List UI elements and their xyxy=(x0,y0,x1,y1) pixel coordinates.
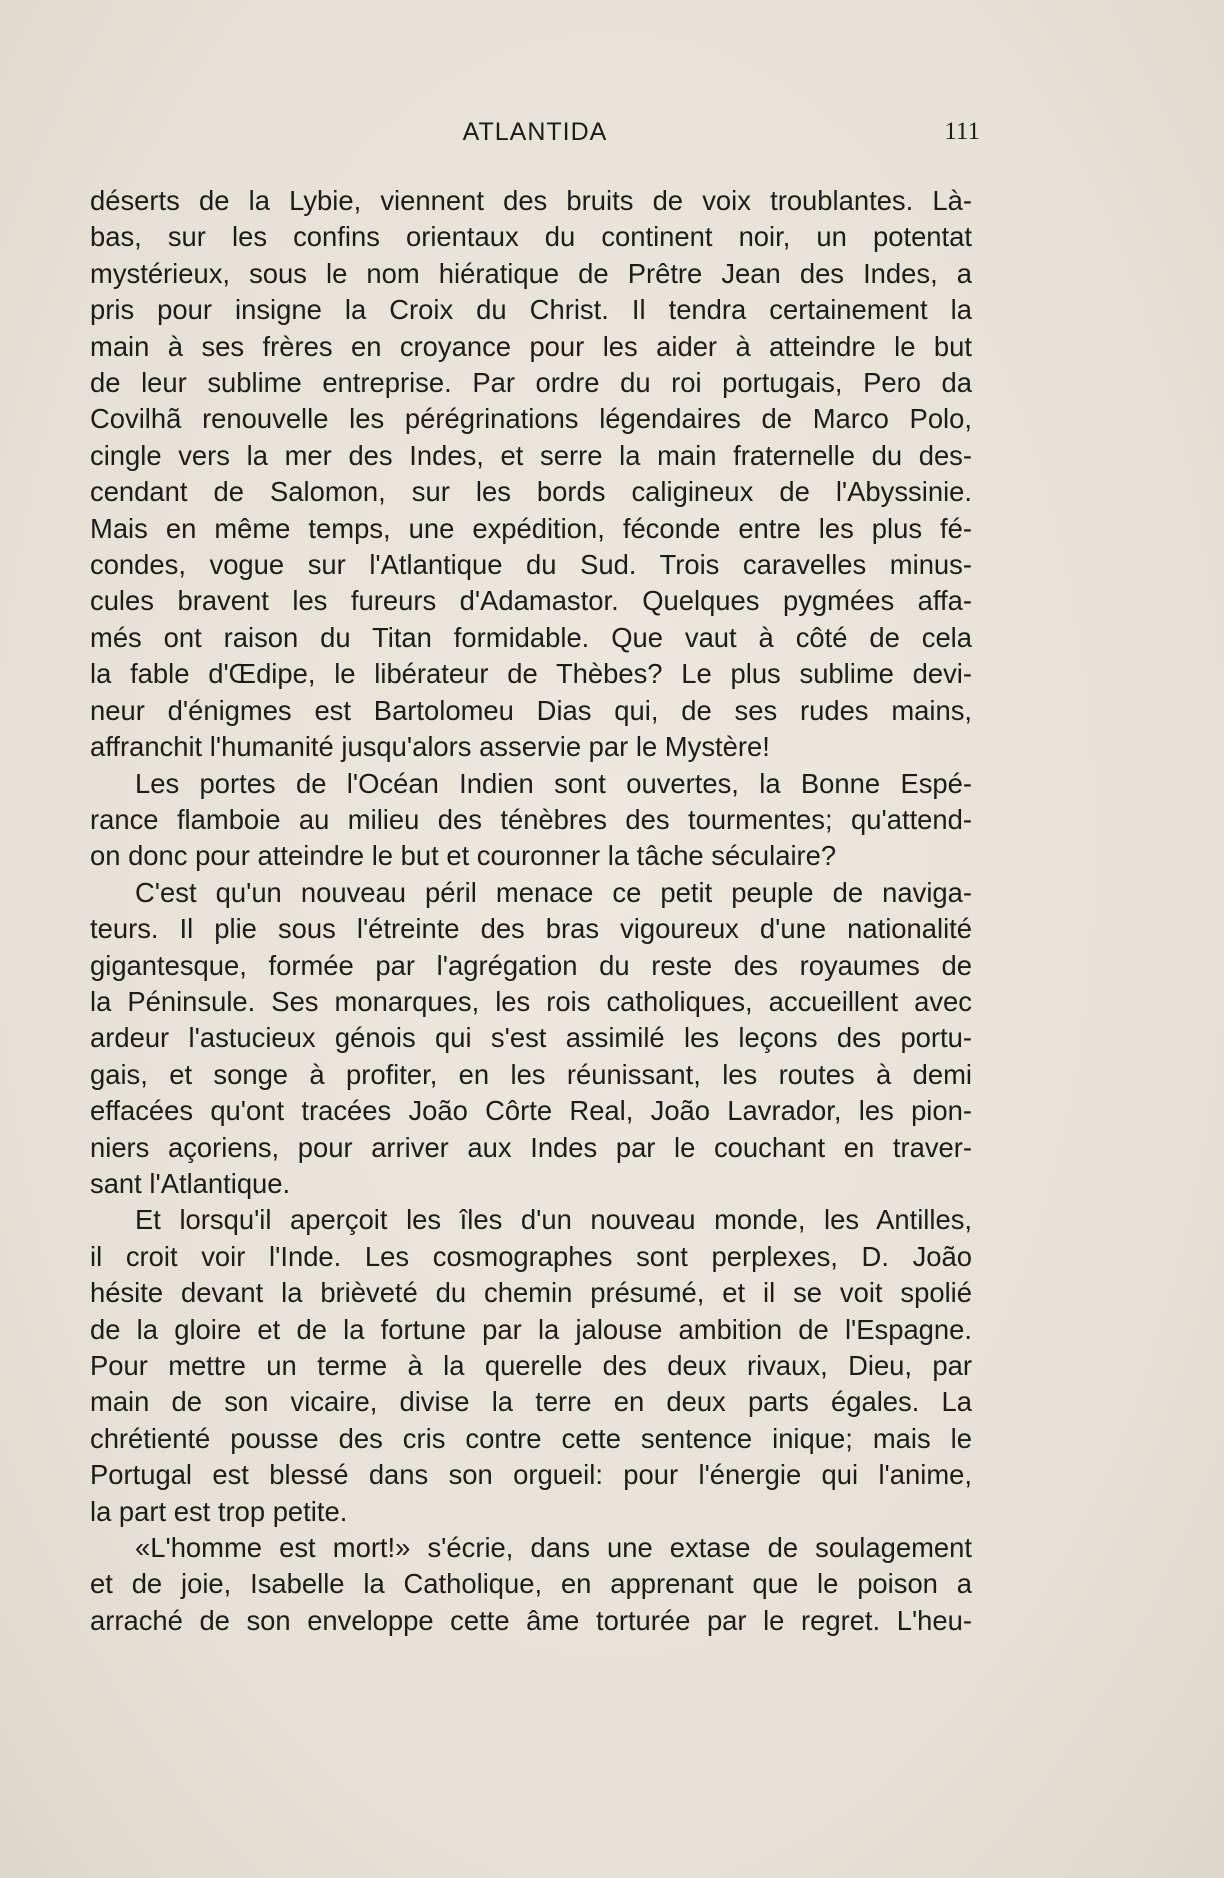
text-line: la Péninsule. Ses monarques, les rois catholiques, accueillent avec xyxy=(90,985,972,1017)
text-line: Pour mettre un terme à la querelle des deux rivaux, Dieu, par xyxy=(90,1350,972,1381)
text-line: Portugal est blessé dans son orgueil: pour l'énergie qui l'anime, xyxy=(90,1459,972,1491)
text-line: «L'homme est mort!» s'écrie, dans une extase de soulagement xyxy=(135,1532,972,1564)
text-line: affranchit l'humanité jusqu'alors asservie par le Mystère! xyxy=(90,731,770,763)
text-line: més ont raison du Titan formidable. Que vaut à côté de cela xyxy=(90,621,972,653)
text-line: bas, sur les confins orientaux du continent noir, un potentat xyxy=(90,221,972,253)
text-line: C'est qu'un nouveau péril menace ce petit peuple de naviga- xyxy=(135,876,972,908)
text-line: il croit voir l'Inde. Les cosmographes sont perplexes, D. João xyxy=(90,1240,972,1272)
text-line: condes, vogue sur l'Atlantique du Sud. Trois caravelles minus- xyxy=(90,549,972,581)
text-line: main de son vicaire, divise la terre en deux parts égales. La xyxy=(90,1386,972,1418)
text-line: effacées qu'ont tracées João Côrte Real, João Lavrador, les pion- xyxy=(90,1095,972,1127)
text-line: sant l'Atlantique. xyxy=(90,1167,291,1199)
text-line: de la gloire et de la fortune par la jalouse ambition de l'Espagne. xyxy=(90,1313,972,1345)
text-line: Mais en même temps, une expédition, féconde entre les plus fé- xyxy=(90,512,972,544)
text-line: teurs. Il plie sous l'étreinte des bras vigoureux d'une nationalité xyxy=(90,913,972,945)
text-line: de leur sublime entreprise. Par ordre du roi portugais, Pero da xyxy=(90,367,972,399)
text-line: Les portes de l'Océan Indien sont ouvertes, la Bonne Espé- xyxy=(135,767,972,799)
page-number: 111 xyxy=(944,118,980,145)
text-line: la fable d'Œdipe, le libérateur de Thèbes? Le plus sublime devi- xyxy=(90,658,972,690)
text-line: ardeur l'astucieux génois qui s'est assimilé les leçons des portu- xyxy=(90,1022,972,1054)
running-title: ATLANTIDA xyxy=(462,118,608,146)
text-line: cendant de Salomon, sur les bords caligineux de l'Abyssinie. xyxy=(90,476,972,508)
text-line: on donc pour atteindre le but et couronner la tâche séculaire? xyxy=(90,840,837,872)
text-line: gigantesque, formée par l'agrégation du reste des royaumes de xyxy=(90,949,972,981)
text-line: Covilhã renouvelle les pérégrinations légendaires de Marco Polo, xyxy=(90,403,972,435)
text-line: déserts de la Lybie, viennent des bruits de voix troublantes. Là- xyxy=(90,185,972,216)
text-line: arraché de son enveloppe cette âme torturée par le regret. L'heu- xyxy=(90,1604,972,1636)
text-line: gais, et songe à profiter, en les réunissant, les routes à demi xyxy=(90,1058,972,1090)
text-line: et de joie, Isabelle la Catholique, en apprenant que le poison a xyxy=(90,1568,972,1600)
text-line: cules bravent les fureurs d'Adamastor. Quelques pygmées affa- xyxy=(90,585,972,617)
body-text xyxy=(90,183,972,1639)
text-line: pris pour insigne la Croix du Christ. Il tendra certainement la xyxy=(90,294,972,326)
text-line: la part est trop petite. xyxy=(90,1495,348,1527)
text-line: main à ses frères en croyance pour les aider à atteindre le but xyxy=(90,330,972,362)
text-line: rance flamboie au milieu des ténèbres des tourmentes; qu'attend- xyxy=(90,803,972,835)
text-line: Et lorsqu'il aperçoit les îles d'un nouveau monde, les Antilles, xyxy=(135,1204,972,1236)
text-line: cingle vers la mer des Indes, et serre la main fraternelle du des- xyxy=(90,439,972,471)
text-line: chrétienté pousse des cris contre cette sentence inique; mais le xyxy=(90,1422,972,1454)
text-line: hésite devant la brièveté du chemin présumé, et il se voit spolié xyxy=(90,1277,972,1309)
text-line: mystérieux, sous le nom hiératique de Prêtre Jean des Indes, a xyxy=(90,257,972,289)
text-line: neur d'énigmes est Bartolomeu Dias qui, de ses rudes mains, xyxy=(90,694,972,726)
page-header xyxy=(90,118,980,158)
text-line: niers açoriens, pour arriver aux Indes par le couchant en traver- xyxy=(90,1131,972,1163)
